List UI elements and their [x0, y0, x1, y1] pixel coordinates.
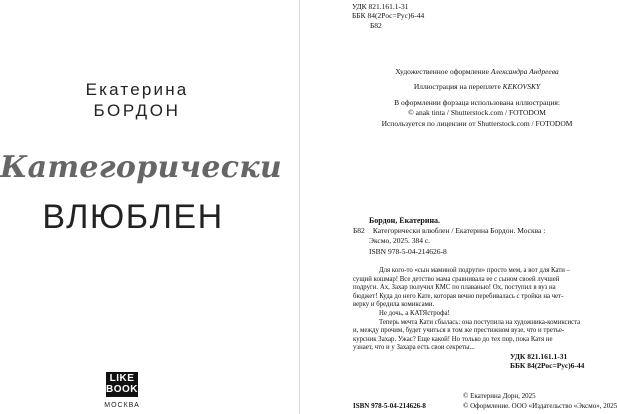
code-top: Б82 [370, 20, 382, 30]
biblio-line1: Категорически влюблен / Екатерина Бордон. Москва : [372, 226, 546, 236]
biblio-code: Б82 [353, 226, 365, 236]
book-title-line2: ВЛЮБЛЕН [42, 198, 224, 236]
credit-endpaper-line1: В оформлении форзаца использована иллюстрация: [394, 97, 560, 107]
publisher-logo-line2: BOOK [106, 384, 138, 395]
copyright-design: © Оформление. ООО «Издательство «Эксмо», 2025 [463, 401, 617, 410]
left-page [0, 0, 299, 414]
credits-block [372, 67, 582, 129]
annotation [353, 267, 601, 353]
copyright-author: © Екатерина Дорн, 2025 [463, 392, 536, 400]
biblio-author-line [353, 216, 601, 226]
credit-design-label: Художественное оформление [395, 67, 491, 76]
annotation-line: Теперь мечта Кати сбылась: она поступила на художника-комиксиста [379, 318, 581, 326]
right-page [300, 0, 617, 414]
publisher-city: МОСКВА [104, 402, 140, 409]
credit-cover [372, 82, 582, 92]
udk-top: УДК 821.161.1-31 [352, 2, 409, 11]
annotation-line: курсник Захар. Ужас? Еще какой! Но только до тех пор, пока Катя не [353, 335, 553, 343]
annotation-line: и, между прочим, будет учиться в том же престижном вузе, что и третье- [353, 327, 565, 335]
annotation-line: Для кого-то «сын маминой подруги» просто мем, а вот для Кати – [379, 267, 571, 274]
credit-design-name: Александра Андреева [490, 67, 559, 76]
classification-top [352, 2, 424, 30]
biblio-line2: Эксмо, 2025. 384 с. [369, 236, 431, 246]
annotation-line: подруги. Ах, Захар получил КМС по плаванью! Ох, поступил в вуз на [353, 284, 556, 292]
footer-isbn: ISBN 978-5-04-214626-8 [353, 401, 426, 410]
publisher-logo [106, 372, 138, 397]
credit-cover-name: KEKOVSKY [502, 82, 541, 92]
annotation-line: верку и бредила комиксами. [353, 301, 435, 309]
author-first-name: Екатерина [85, 80, 189, 99]
credit-cover-label: Иллюстрация на переплете [413, 82, 503, 92]
bbk-bottom: ББК 84(2Рос=Рус)6-44 [510, 361, 585, 370]
author-last-name: БОРДОН [93, 101, 181, 120]
credit-endpaper-line2: © anak tinta / Shutterstock.com / FOTODOM [408, 108, 546, 118]
biblio-title-line [353, 226, 601, 236]
biblio-isbn: ISBN 978-5-04-214626-8 [369, 246, 447, 256]
annotation-line: сущий кошмар! Все детство мама сравнивала ее с сыном своей лучшей [353, 275, 560, 283]
classification-bottom [510, 352, 584, 370]
credit-design [372, 67, 582, 77]
bbk-top: ББК 84(2Рос=Рус)6-44 [352, 11, 425, 21]
biblio-author: Бордон, Екатерина. [369, 216, 441, 225]
annotation-line: узнает, что и у Захара есть свои секреты... [353, 344, 475, 352]
udk-bottom: УДК 821.161.1-31 [510, 352, 568, 361]
annotation-line: бюджет! Куда до него Кате, которая вечно перебивалась с тройки на чет- [353, 292, 564, 300]
annotation-line: Не дочь, а КАТЯстрофа! [379, 309, 450, 317]
publisher-logo-line1: LIKE [109, 373, 135, 384]
book-title-line1: Категорически [0, 150, 283, 185]
credit-license: Используется по лицензии от Shutterstock.com / FOTODOM [381, 118, 573, 128]
bibliographic-record [353, 216, 601, 257]
